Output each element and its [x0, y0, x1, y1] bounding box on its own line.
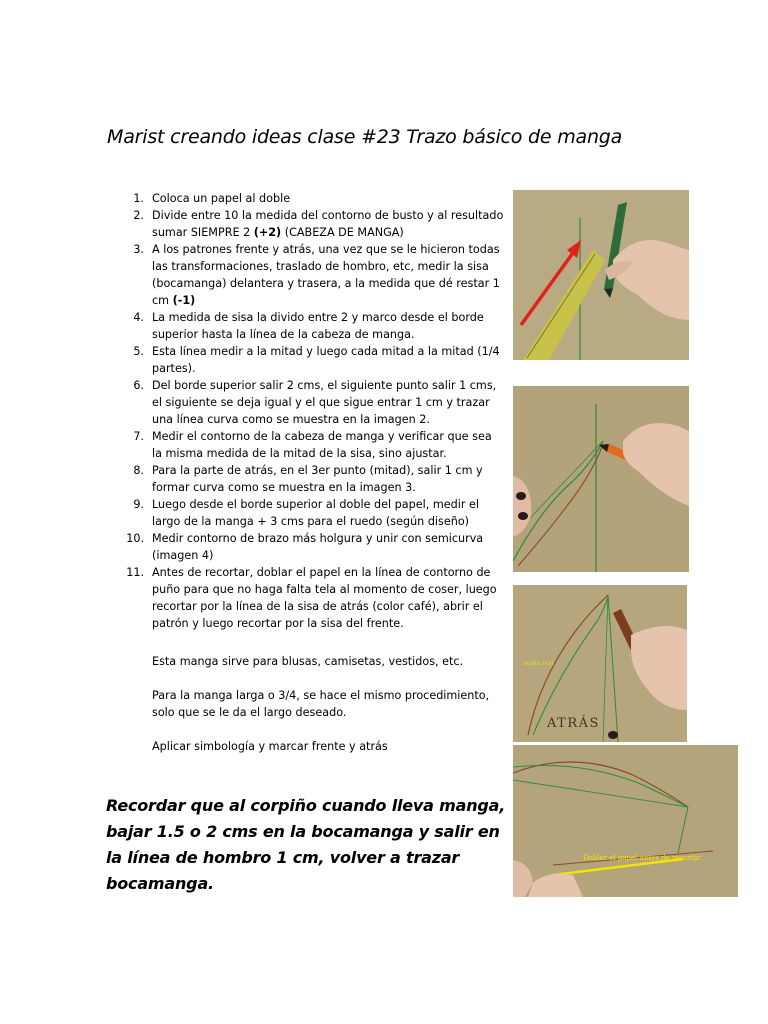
- step-text: Para la parte de atrás, en el 3er punto (mitad), salir 1 cm y formar curva como se muestra en la imagen 3.: [152, 464, 483, 494]
- notes: [152, 653, 502, 772]
- step-number: 3.: [133, 243, 144, 256]
- step-item: [120, 530, 504, 564]
- step-item: [120, 428, 504, 462]
- step-text: Esta línea medir a la mitad y luego cada mitad a la mitad (1/4 partes).: [152, 345, 500, 375]
- step-text: A los patrones frente y atrás, una vez que se le hicieron todas las transformaciones, traslado de hombro, etc, medir la sisa (bocamanga) delantera y trasera, a la medida que dé restar 1 cm: [152, 243, 500, 307]
- step-item: [120, 343, 504, 377]
- steps-list: [120, 190, 504, 632]
- step-text: Del borde superior salir 2 cms, el siguiente punto salir 1 cms, el siguiente se deja igual y el que sigue entrar 1 cm y trazar una línea curva como se muestra en la imagen 2.: [152, 379, 497, 426]
- step-bold-text: (+2): [253, 226, 282, 239]
- photo-3-label: ATRÁS: [547, 716, 600, 731]
- step-number: 11.: [126, 566, 144, 579]
- photo-1-ruler-marker: [513, 190, 689, 360]
- step-item: [120, 190, 504, 207]
- step-item: [120, 462, 504, 496]
- step-text: Luego desde el borde superior al doble del papel, medir el largo de la manga + 3 cms para el ruedo (según diseño): [152, 498, 479, 528]
- photo-4-fold-paper: [513, 745, 738, 897]
- step-item: [120, 564, 504, 632]
- step-item: [120, 207, 504, 241]
- step-text-after: (CABEZA DE MANGA): [281, 226, 404, 239]
- step-number: 6.: [133, 379, 144, 392]
- note-text: Aplicar simbología y marcar frente y atrás: [152, 740, 388, 753]
- step-text: Medir el contorno de la cabeza de manga y verificar que sea la misma medida de la mitad de la sisa, sino ajustar.: [152, 430, 492, 460]
- step-number: 4.: [133, 311, 144, 324]
- photo-4-label: Doblar el papel antes de recortar: [583, 854, 702, 862]
- step-text: Divide entre 10 la medida del contorno de busto y al resultado sumar SIEMPRE 2: [152, 209, 504, 239]
- photo-2-curve-drawing: [513, 386, 689, 572]
- note-text: Para la manga larga o 3/4, se hace el mismo procedimiento, solo que se le da el largo deseado.: [152, 689, 490, 719]
- step-number: 8.: [133, 464, 144, 477]
- step-text: Medir contorno de brazo más holgura y unir con semicurva (imagen 4): [152, 532, 484, 562]
- photo-3-back-curve: [513, 585, 687, 742]
- step-item: [120, 377, 504, 428]
- page-title: Marist creando ideas clase #23 Trazo básico de manga: [107, 126, 623, 148]
- note-text: Esta manga sirve para blusas, camisetas, vestidos, etc.: [152, 655, 464, 668]
- step-text: Antes de recortar, doblar el papel en la línea de contorno de puño para que no haga falta tela al momento de coser, luego recortar por la línea de la sisa de atrás (color café), abrir el patrón y luego recortar por la sisa del frente.: [152, 566, 497, 630]
- step-item: [120, 241, 504, 309]
- photo-3-small-label: SUBIR 1CM: [523, 661, 554, 667]
- step-text: Coloca un papel al doble: [152, 192, 291, 205]
- step-text: La medida de sisa la divido entre 2 y marco desde el borde superior hasta la línea de la cabeza de manga.: [152, 311, 484, 341]
- step-bold-text: (-1): [172, 294, 196, 307]
- step-number: 10.: [126, 532, 144, 545]
- step-number: 1.: [133, 192, 144, 205]
- step-item: [120, 496, 504, 530]
- reminder-text: Recordar que al corpiño cuando lleva manga, bajar 1.5 o 2 cms en la bocamanga y salir en la línea de hombro 1 cm, volver a trazar bocamanga.: [106, 796, 506, 893]
- step-number: 7.: [133, 430, 144, 443]
- step-number: 5.: [133, 345, 144, 358]
- step-item: [120, 309, 504, 343]
- step-number: 9.: [133, 498, 144, 511]
- step-number: 2.: [133, 209, 144, 222]
